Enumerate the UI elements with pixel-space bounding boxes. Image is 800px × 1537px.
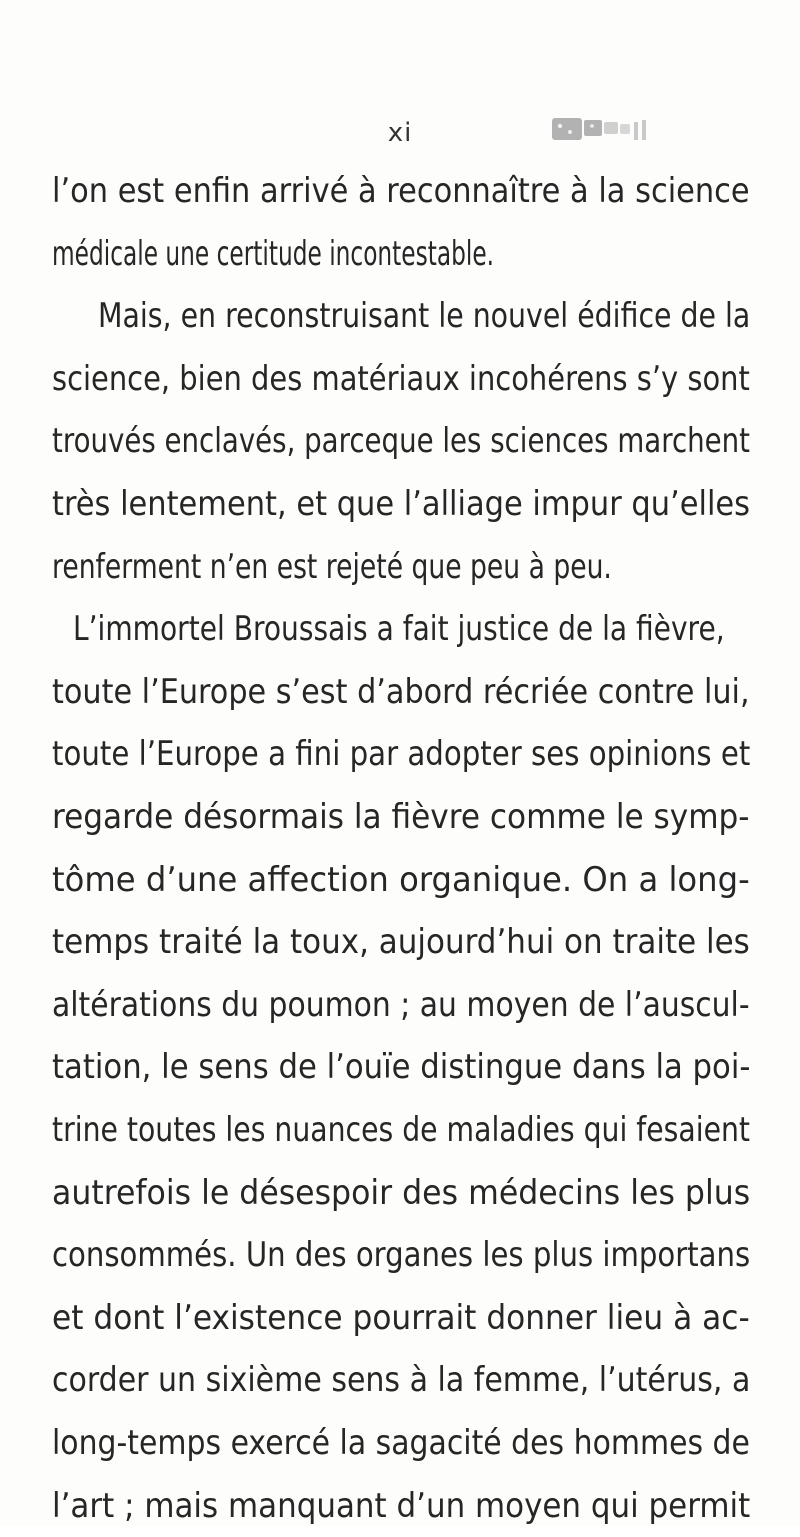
text-line: consommés. Un des organes les plus importans [52, 1235, 751, 1275]
text-line: l’art ; mais manquant d’un moyen qui permit [52, 1486, 751, 1526]
text-line: toute l’Europe a fini par adopter ses opinions et [52, 734, 751, 774]
page-number: xi [387, 118, 413, 148]
text-line: science, bien des matériaux incohérens s’y sont [52, 359, 750, 399]
text-line: corder un sixième sens à la femme, l’utérus, a [52, 1360, 751, 1400]
text-line: renferment n’en est rejeté que peu à peu. [52, 547, 612, 587]
text-line: autrefois le désespoir des médecins les plus [52, 1173, 751, 1213]
text-line: tôme d’une affection organique. On a long- [52, 860, 750, 900]
text-line: long-temps exercé la sagacité des hommes de [52, 1423, 750, 1463]
library-stamp [548, 112, 656, 148]
text-line: toute l’Europe s’est d’abord récriée contre lui, [52, 672, 750, 712]
text-line: L’immortel Broussais a fait justice de la fièvre, [73, 609, 725, 649]
text-line: très lentement, et que l’alliage impur qu’elles [52, 484, 751, 524]
text-line: altérations du poumon ; au moyen de l’auscul- [52, 985, 750, 1025]
text-line: médicale une certitude incontestable. [52, 234, 495, 274]
text-line: et dont l’existence pourrait donner lieu à ac- [52, 1298, 750, 1338]
text-line: tation, le sens de l’ouïe distingue dans la poi- [52, 1047, 751, 1087]
text-line: Mais, en reconstruisant le nouvel édifice de la [98, 296, 751, 336]
text-line: l’on est enfin arrivé à reconnaître à la science [52, 171, 750, 211]
text-line: trine toutes les nuances de maladies qui fesaient [52, 1110, 751, 1150]
text-line: regarde désormais la fièvre comme le symp- [52, 797, 750, 837]
text-line: trouvés enclavés, parceque les sciences marchent [52, 421, 750, 461]
text-line: temps traité la toux, aujourd’hui on traite les [52, 922, 750, 962]
